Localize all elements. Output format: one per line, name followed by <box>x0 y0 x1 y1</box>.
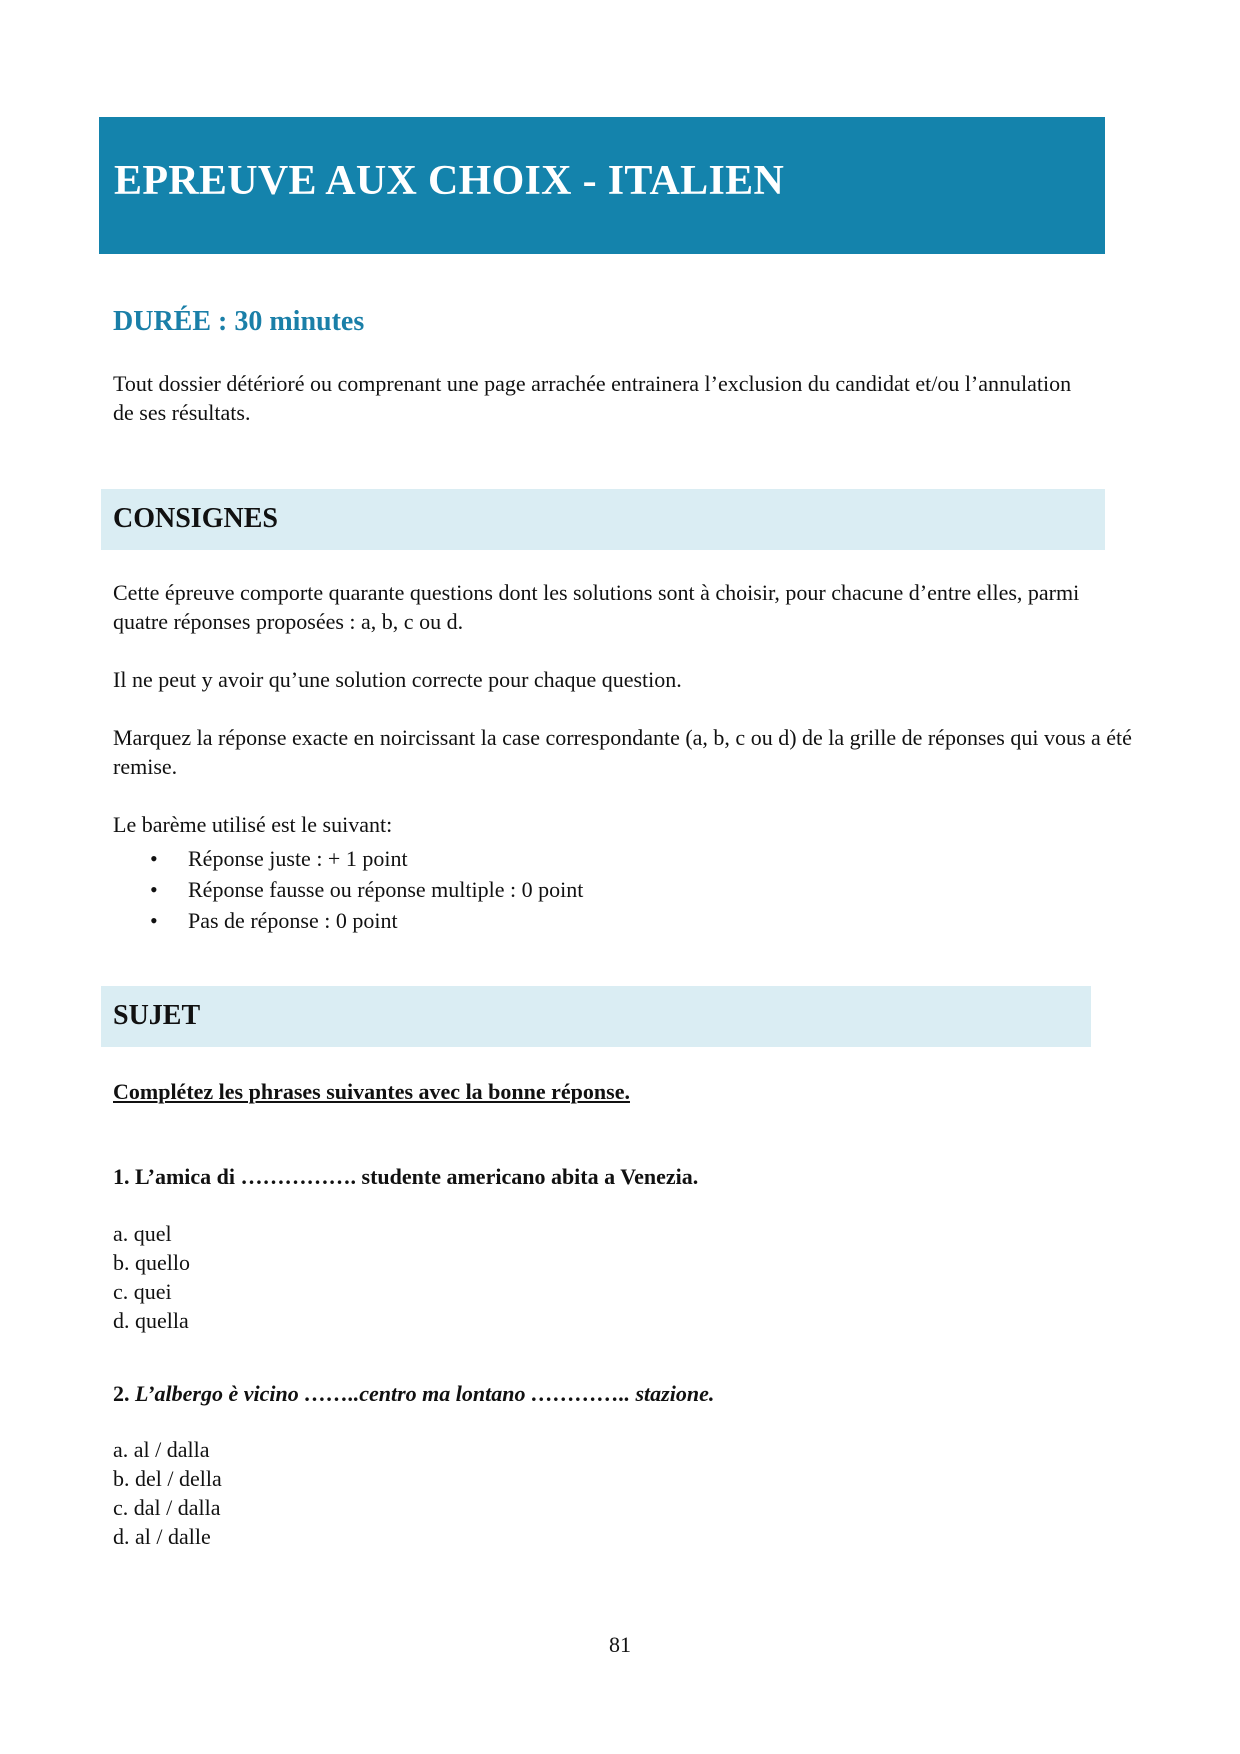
question-number: 2. <box>113 1381 130 1406</box>
option-d: d. quella <box>113 1308 189 1333</box>
consignes-title: CONSIGNES <box>113 503 278 534</box>
warning-text: Tout dossier détérioré ou comprenant une page arrachée entrainera l’exclusion du candidat et/ou l’annulation de ses résultats. <box>113 371 1072 425</box>
consignes-paragraph-2: Il ne peut y avoir qu’une solution correcte pour chaque question. <box>113 667 682 692</box>
question-2 <box>113 1381 714 1407</box>
question-text: L’albergo è vicino ……..centro ma lontano ………….. stazione. <box>135 1381 715 1406</box>
bareme-item: Réponse juste : + 1 point <box>188 846 408 871</box>
bullet-icon: • <box>150 877 158 902</box>
consignes-paragraph-1: Cette épreuve comporte quarante questions dont les solutions sont à choisir, pour chacune d’entre elles, parmi quatre réponses proposées : a, b, c ou d. <box>113 580 1080 634</box>
list-item <box>150 905 583 936</box>
consignes-paragraph-3: Marquez la réponse exacte en noircissant la case correspondante (a, b, c ou d) de la grille de réponses qui vous a été remise. <box>113 725 1132 779</box>
bullet-icon: • <box>150 908 158 933</box>
option-b: b. del / della <box>113 1466 222 1491</box>
page-number: 81 <box>609 1632 631 1657</box>
bareme-list <box>150 843 583 936</box>
option-a: a. quel <box>113 1221 172 1246</box>
option-b: b. quello <box>113 1250 190 1275</box>
question-2-options <box>113 1435 222 1551</box>
question-text: L’amica di ……………. studente americano abita a Venezia. <box>135 1164 699 1189</box>
bareme-item: Pas de réponse : 0 point <box>188 908 398 933</box>
page-title: EPREUVE AUX CHOIX - ITALIEN <box>114 158 785 204</box>
bareme-item: Réponse fausse ou réponse multiple : 0 point <box>188 877 584 902</box>
duration-heading: DURÉE : 30 minutes <box>113 306 365 337</box>
question-1 <box>113 1164 698 1190</box>
list-item <box>150 843 583 874</box>
question-number: 1. <box>113 1164 130 1189</box>
option-c: c. dal / dalla <box>113 1495 221 1520</box>
sujet-instruction: Complétez les phrases suivantes avec la bonne réponse. <box>113 1079 630 1104</box>
option-c: c. quei <box>113 1279 172 1304</box>
bullet-icon: • <box>150 846 158 871</box>
bareme-intro: Le barème utilisé est le suivant: <box>113 812 393 837</box>
option-d: d. al / dalle <box>113 1524 211 1549</box>
list-item <box>150 874 583 905</box>
sujet-title: SUJET <box>113 1000 201 1031</box>
sujet-bar <box>101 986 1091 1047</box>
question-1-options <box>113 1219 190 1335</box>
option-a: a. al / dalla <box>113 1437 210 1462</box>
